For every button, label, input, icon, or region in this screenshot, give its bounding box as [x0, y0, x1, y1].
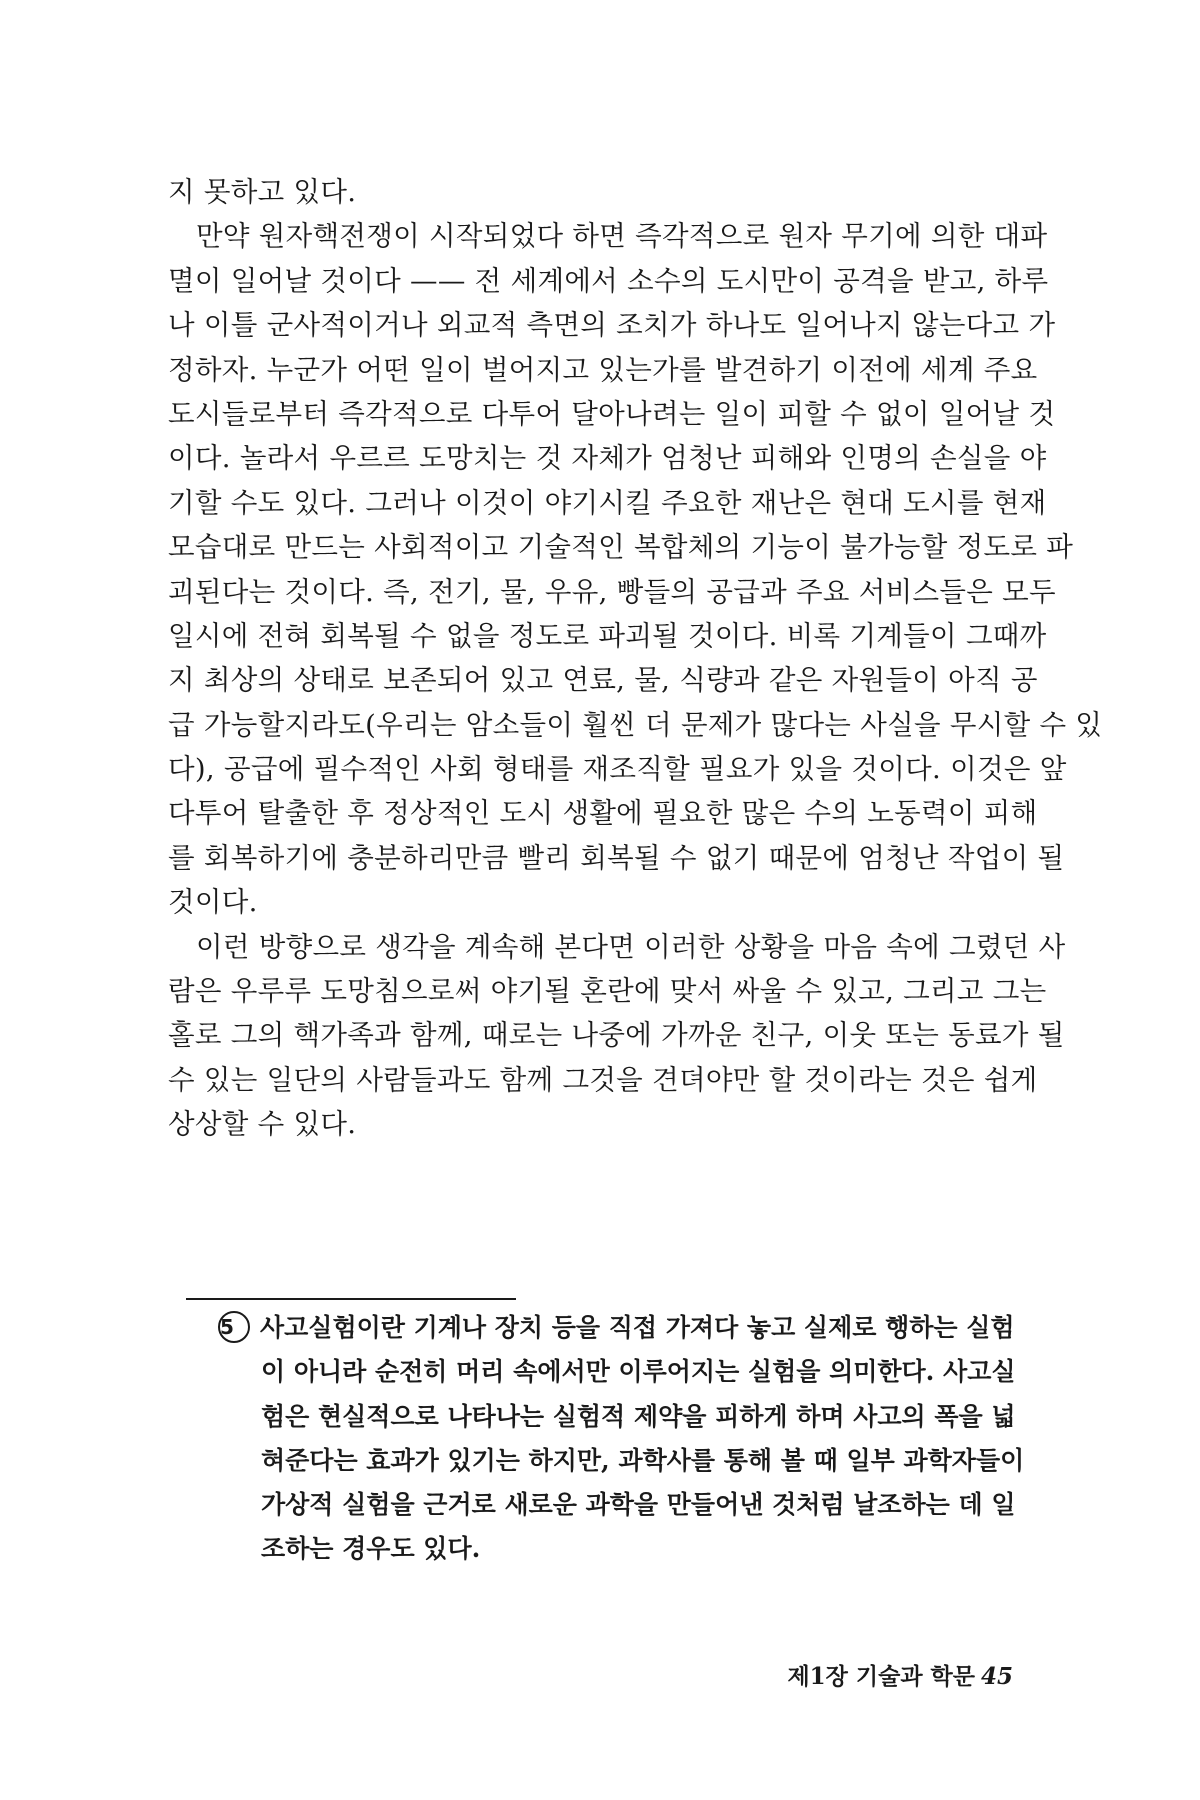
text-line: 홀로 그의 핵가족과 함께, 때로는 나중에 가까운 친구, 이웃 또는 동료가 될 — [168, 1019, 1065, 1052]
text-line: 모습대로 만드는 사회적이고 기술적인 복합체의 기능이 불가능할 정도로 파 — [168, 531, 1074, 564]
footnote-line — [218, 1306, 1013, 1350]
footnote-line: 가상적 실험을 근거로 새로운 과학을 만들어낸 것처럼 날조하는 데 일 — [261, 1490, 1016, 1520]
text-line: 람은 우루루 도망침으로써 야기될 혼란에 맞서 싸울 수 있고, 그리고 그는 — [168, 975, 1047, 1008]
text-line: 상상할 수 있다. — [168, 1108, 357, 1141]
main-text — [168, 170, 1103, 1147]
text-line: 지 최상의 상태로 보존되어 있고 연료, 물, 식량과 같은 자원들이 아직 공 — [168, 664, 1038, 697]
text-line: 나 이틀 군사적이거나 외교적 측면의 조치가 하나도 일어나지 않는다고 가 — [168, 309, 1056, 342]
footnote-line: 혀준다는 효과가 있기는 하지만, 과학사를 통해 볼 때 일부 과학자들이 — [261, 1445, 1025, 1475]
footnote-divider — [186, 1298, 516, 1300]
text-line: 도시들로부터 즉각적으로 다투어 달아나려는 일이 피할 수 없이 일어날 것 — [168, 397, 1056, 430]
text-line: 다), 공급에 필수적인 사회 형태를 재조직할 필요가 있을 것이다. 이것은 앞 — [168, 753, 1067, 786]
text-line: 괴된다는 것이다. 즉, 전기, 물, 우유, 빵들의 공급과 주요 서비스들은 모두 — [168, 575, 1056, 608]
footnote-line: 조하는 경우도 있다. — [261, 1534, 481, 1564]
text-line: 정하자. 누군가 어떤 일이 벌어지고 있는가를 발견하기 이전에 세계 주요 — [168, 353, 1038, 386]
text-line: 것이다. — [168, 886, 258, 919]
footnote-marker: 5 — [218, 1311, 250, 1343]
text-line: 수 있는 일단의 사람들과도 함께 그것을 견뎌야만 할 것이라는 것은 쉽게 — [168, 1063, 1038, 1096]
text-line: 이런 방향으로 생각을 계속해 본다면 이러한 상황을 마음 속에 그렸던 사 — [196, 930, 1066, 963]
footnote-text: 사고실험이란 기계나 장치 등을 직접 가져다 놓고 실제로 행하는 실험 — [260, 1313, 1015, 1342]
text-line: 급 가능할지라도(우리는 암소들이 훨씬 더 문제가 많다는 사실을 무시할 수 있 — [168, 708, 1103, 741]
page-number: 45 — [980, 1663, 1013, 1690]
footnote-line: 이 아니라 순전히 머리 속에서만 이루어지는 실험을 의미한다. 사고실 — [261, 1357, 1016, 1387]
text-line: 지 못하고 있다. — [168, 176, 357, 208]
running-footer — [787, 1658, 1013, 1691]
text-line: 이다. 놀라서 우르르 도망치는 것 자체가 엄청난 피해와 인명의 손실을 야 — [168, 442, 1047, 475]
text-line: 멸이 일어날 것이다 —— 전 세계에서 소수의 도시만이 공격을 받고, 하루 — [168, 264, 1049, 297]
text-line: 일시에 전혀 회복될 수 없을 정도로 파괴될 것이다. 비록 기계들이 그때까 — [168, 619, 1047, 652]
footnote-line: 험은 현실적으로 나타나는 실험적 제약을 피하게 하며 사고의 폭을 넓 — [261, 1401, 1016, 1431]
footnote — [218, 1306, 1025, 1572]
text-line: 기할 수도 있다. 그러나 이것이 야기시킬 주요한 재난은 현대 도시를 현재 — [168, 486, 1047, 519]
chapter-title: 제1장 기술과 학문 — [787, 1663, 975, 1690]
text-line: 를 회복하기에 충분하리만큼 빨리 회복될 수 없기 때문에 엄청난 작업이 될 — [168, 841, 1065, 874]
text-line: 다투어 탈출한 후 정상적인 도시 생활에 필요한 많은 수의 노동력이 피해 — [168, 797, 1038, 830]
text-line: 만약 원자핵전쟁이 시작되었다 하면 즉각적으로 원자 무기에 의한 대파 — [196, 220, 1048, 253]
